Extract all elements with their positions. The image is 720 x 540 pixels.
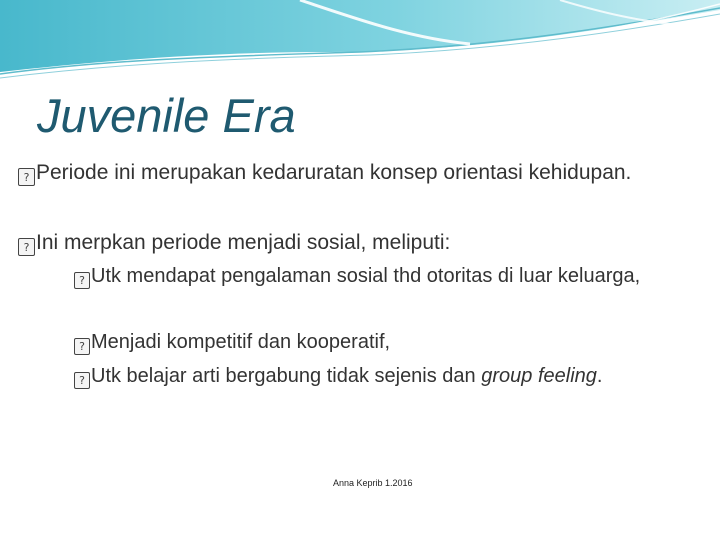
bullet-text: Periode ini merupakan kedaruratan konsep orientasi kehidupan. [36, 161, 632, 184]
missing-glyph-box-icon: ? [74, 338, 90, 355]
sub-bullet-text: Utk belajar arti bergabung tidak sejenis dan [91, 365, 482, 387]
sub-bullet-item [74, 363, 714, 390]
header-wave-decoration [0, 0, 720, 90]
missing-glyph-box-icon: ? [18, 168, 35, 186]
missing-glyph-box-icon: ? [18, 238, 35, 256]
bullet-item [18, 229, 708, 257]
sub-bullet-text: Utk mendapat pengalaman sosial thd otoritas di luar keluarga, [91, 265, 641, 287]
sub-bullet-italic-text: group feeling [481, 365, 597, 387]
missing-glyph-box-icon: ? [74, 272, 90, 289]
sub-bullet-item [74, 263, 714, 290]
sub-bullet-text: Menjadi kompetitif dan kooperatif, [91, 331, 391, 353]
sub-bullet-item [74, 329, 694, 356]
bullet-item [18, 159, 720, 187]
slide-title: Juvenile Era [37, 89, 296, 142]
missing-glyph-box-icon: ? [74, 372, 90, 389]
sub-bullet-end: . [596, 365, 603, 387]
slide-footer: Anna Keprib 1.2016 [333, 478, 413, 488]
bullet-text: Ini merpkan periode menjadi sosial, meliputi: [36, 231, 451, 254]
